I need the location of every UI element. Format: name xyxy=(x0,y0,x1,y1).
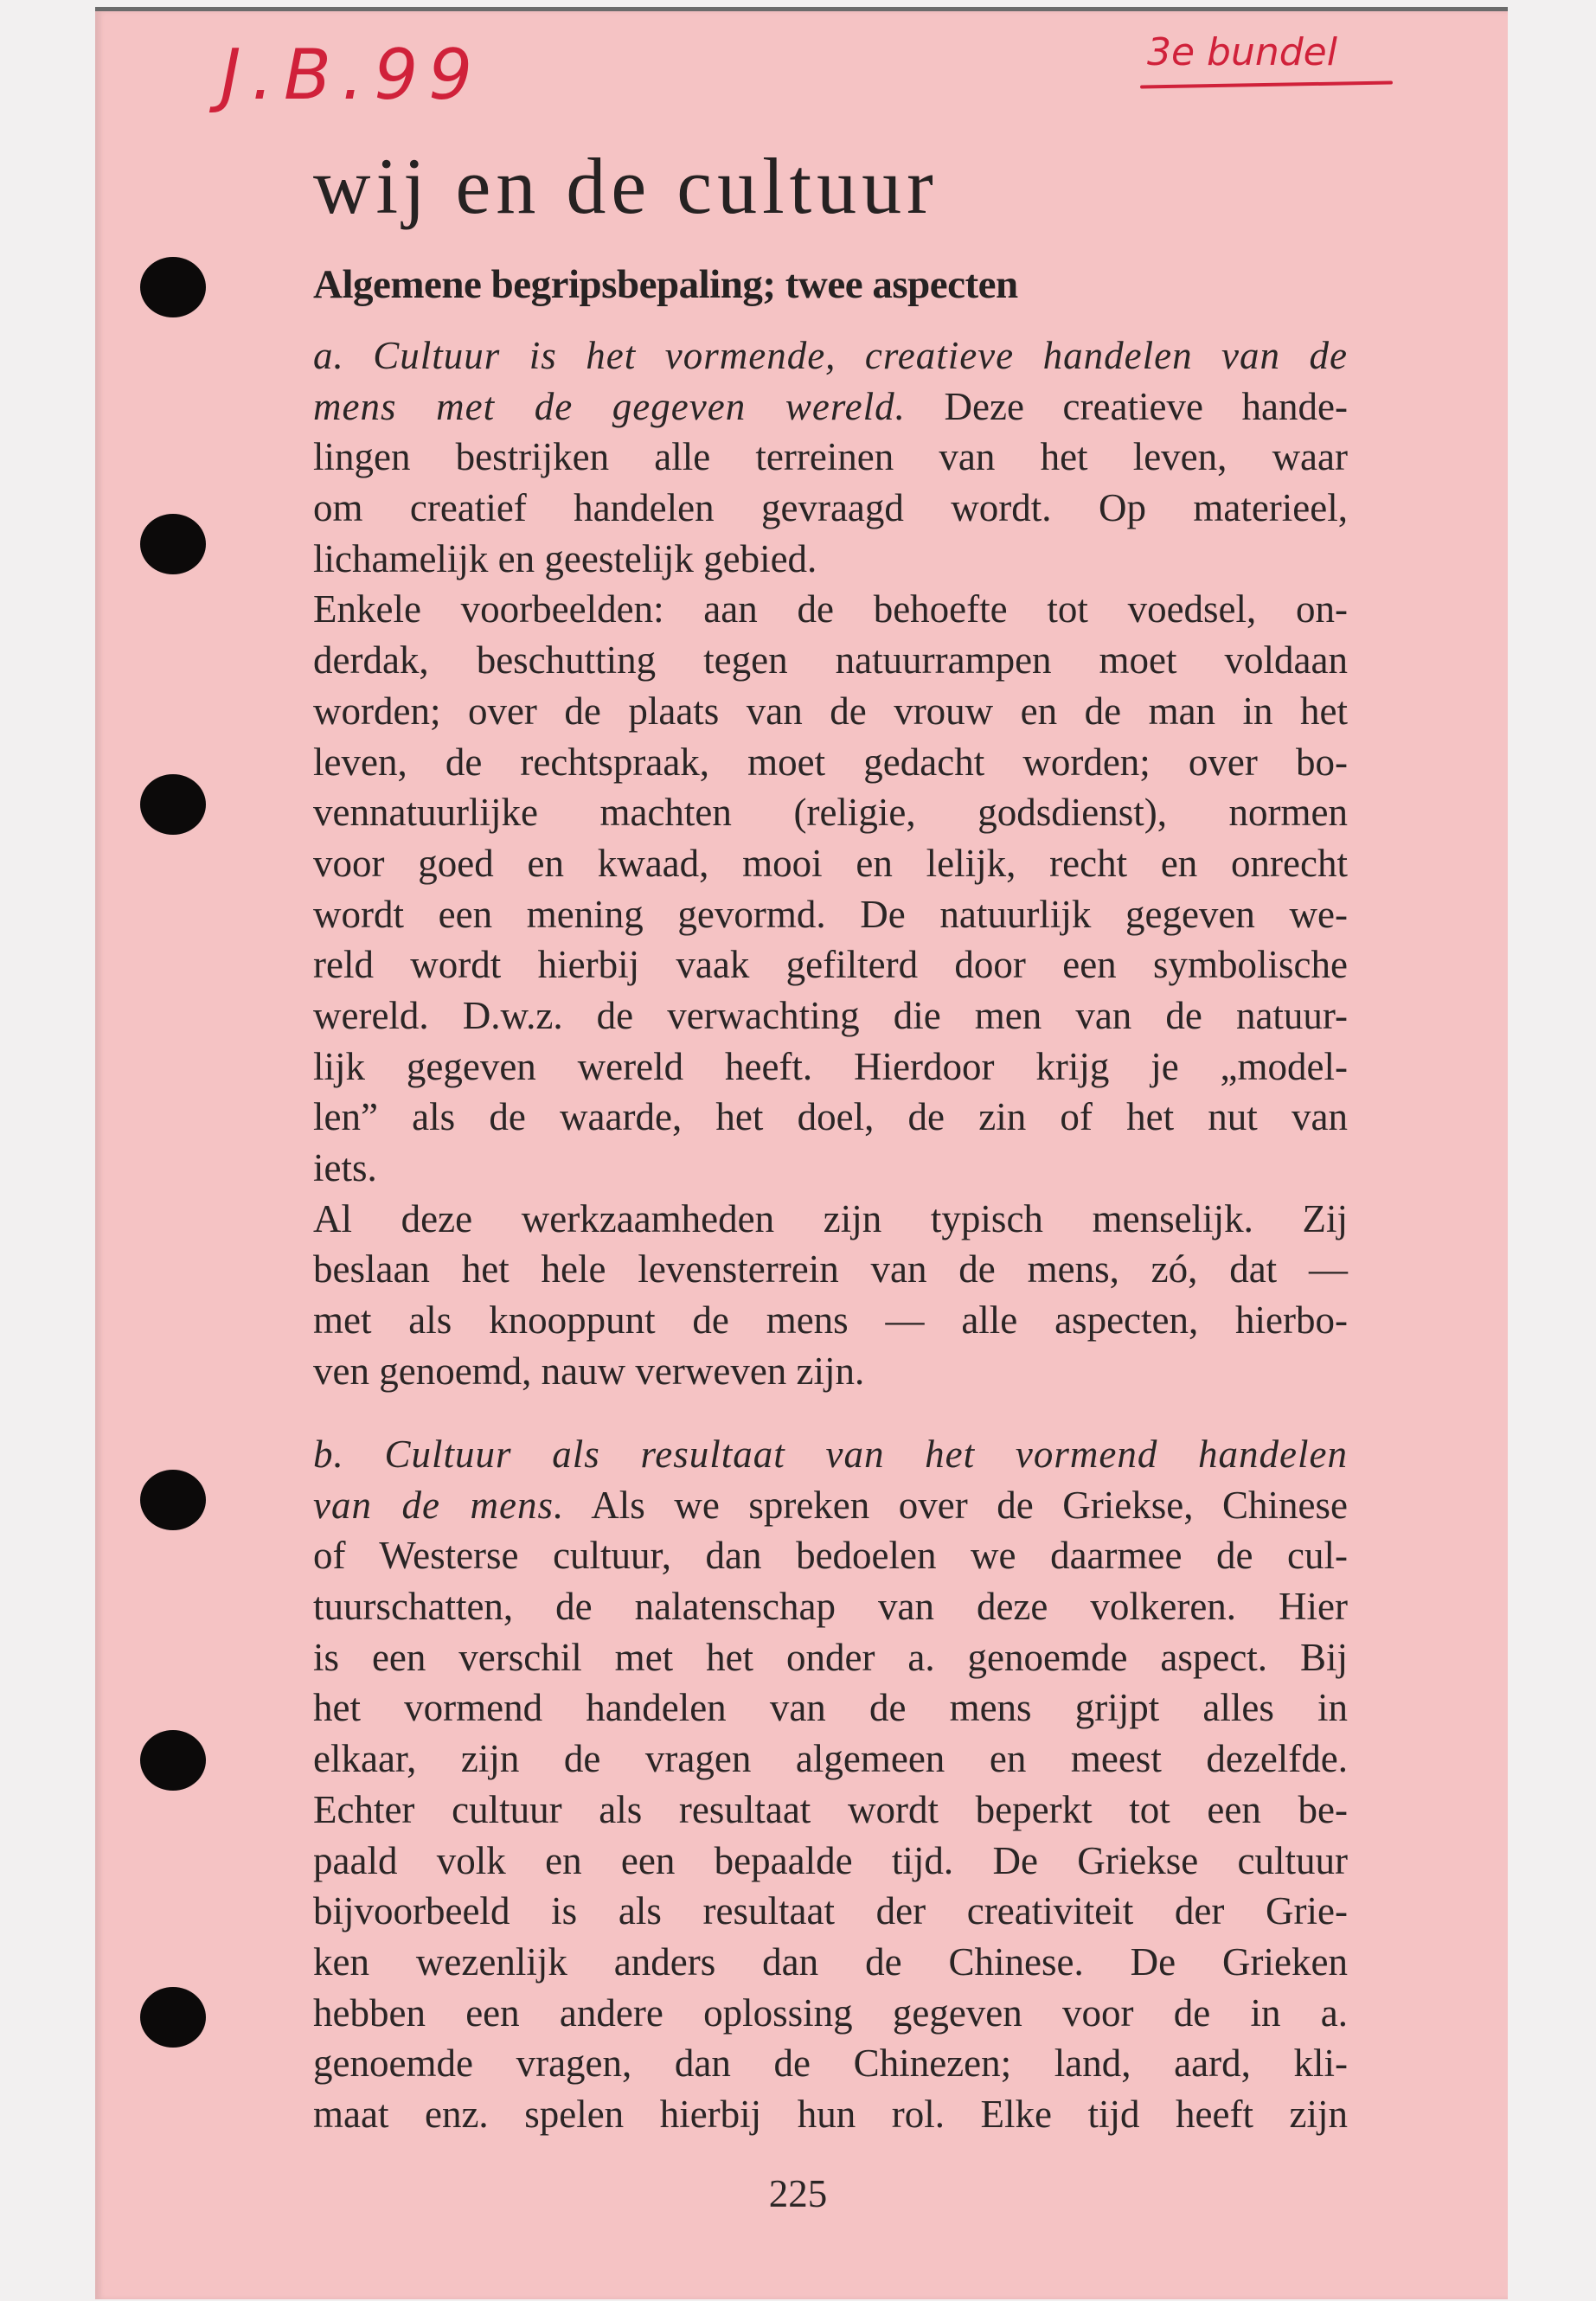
punch-hole xyxy=(140,1987,206,2048)
body-text: leven, de rechtspraak, moet gedacht worden; over bo- xyxy=(313,740,1348,784)
text-line xyxy=(313,2089,1348,2140)
body-text: ven genoemd, nauw verweven zijn. xyxy=(313,1349,865,1393)
body-text: wereld. D.w.z. de verwachting die men van de natuur- xyxy=(313,993,1348,1037)
text-line xyxy=(313,1429,1348,1480)
text-line xyxy=(313,1937,1348,1988)
page-title: wij en de cultuur xyxy=(313,142,939,230)
text-line xyxy=(313,534,1348,585)
section-heading: Algemene begripsbepaling; twee aspecten xyxy=(313,262,1018,307)
body-text: Als we spreken over de Griekse, Chinese xyxy=(564,1483,1349,1527)
text-line xyxy=(313,1295,1348,1346)
text-line xyxy=(313,686,1348,737)
text-line xyxy=(313,381,1348,433)
text-line xyxy=(313,1143,1348,1194)
text-line xyxy=(313,584,1348,635)
body-text: het vormend handelen van de mens grijpt alles in xyxy=(313,1686,1348,1730)
punch-hole xyxy=(140,774,206,835)
body-text: lingen bestrijken alle terreinen van het leven, waar xyxy=(313,435,1348,479)
body-text: tuurschatten, de nalatenschap van deze volkeren. Hier xyxy=(313,1585,1348,1629)
paragraph-a xyxy=(313,330,1348,1396)
italic-text: b. Cultuur als resultaat van het vormend handelen xyxy=(313,1433,1348,1476)
punch-hole xyxy=(140,257,206,317)
punch-hole xyxy=(140,514,206,574)
text-line xyxy=(313,838,1348,889)
text-line xyxy=(313,1092,1348,1143)
text-line xyxy=(313,1785,1348,1836)
text-line xyxy=(313,1988,1348,2039)
body-text: genoemde vragen, dan de Chinezen; land, aard, kli- xyxy=(313,2041,1348,2086)
handwritten-bundle-note: 3e bundel xyxy=(1147,30,1337,74)
text-line xyxy=(313,1480,1348,1531)
body-text: elkaar, zijn de vragen algemeen en meest dezelfde. xyxy=(313,1737,1348,1781)
body-text: maat enz. spelen hierbij hun rol. Elke tijd heeft zijn xyxy=(313,2092,1348,2136)
text-line xyxy=(313,1530,1348,1581)
paragraph-b xyxy=(313,1429,1348,2140)
body-text: Enkele voorbeelden: aan de behoefte tot voedsel, on- xyxy=(313,587,1348,631)
handwritten-reference: J.B.99 xyxy=(221,35,484,115)
text-line xyxy=(313,990,1348,1042)
body-text: paald volk en een bepaalde tijd. De Griekse cultuur xyxy=(313,1838,1348,1882)
body-text: len” als de waarde, het doel, de zin of het nut van xyxy=(313,1095,1348,1139)
text-line xyxy=(313,1244,1348,1295)
body-text: is een verschil met het onder a. genoemde aspect. Bij xyxy=(313,1635,1348,1679)
text-line xyxy=(313,1734,1348,1785)
body-text: Deze creatieve hande- xyxy=(905,384,1348,428)
text-line xyxy=(313,635,1348,686)
body-text: hebben een andere oplossing gegeven voor de in a. xyxy=(313,1990,1348,2035)
text-line xyxy=(313,1682,1348,1734)
body-text: wordt een mening gevormd. De natuurlijk gegeven we- xyxy=(313,892,1348,936)
text-line xyxy=(313,432,1348,483)
body-text: lichamelijk en geestelijk gebied. xyxy=(313,536,817,580)
body-text: ken wezenlijk anders dan de Chinese. De Grieken xyxy=(313,1939,1348,1984)
text-line xyxy=(313,787,1348,838)
text-line xyxy=(313,1836,1348,1887)
body-text: of Westerse cultuur, dan bedoelen we daarmee de cul- xyxy=(313,1534,1348,1578)
text-line xyxy=(313,939,1348,990)
text-line xyxy=(313,330,1348,381)
body-text: om creatief handelen gevraagd wordt. Op materieel, xyxy=(313,486,1348,530)
italic-text: a. Cultuur is het vormende, creatieve handelen van de xyxy=(313,334,1348,377)
italic-text: mens met de gegeven wereld. xyxy=(313,384,906,428)
italic-text: van de mens. xyxy=(313,1483,565,1527)
text-line xyxy=(313,1581,1348,1632)
body-text: vennatuurlijke machten (religie, godsdienst), normen xyxy=(313,791,1348,835)
punch-hole xyxy=(140,1470,206,1530)
text-line xyxy=(313,1886,1348,1937)
body-text: Echter cultuur als resultaat wordt beperkt tot een be- xyxy=(313,1787,1348,1831)
text-line xyxy=(313,1346,1348,1397)
body-text: bijvoorbeeld is als resultaat der creativiteit der Grie- xyxy=(313,1889,1348,1933)
text-line xyxy=(313,737,1348,788)
body-text: worden; over de plaats van de vrouw en de man in het xyxy=(313,689,1348,733)
body-text: lijk gegeven wereld heeft. Hierdoor krijg je „model- xyxy=(313,1044,1348,1088)
body-text: derdak, beschutting tegen natuurrampen moet voldaan xyxy=(313,638,1348,683)
text-line xyxy=(313,2038,1348,2089)
body-text: reld wordt hierbij vaak gefilterd door een symbolische xyxy=(313,943,1348,987)
text-line xyxy=(313,1632,1348,1683)
body-text: Al deze werkzaamheden zijn typisch menselijk. Zij xyxy=(313,1196,1348,1240)
body-text: beslaan het hele levensterrein van de mens, zó, dat — xyxy=(313,1247,1348,1292)
text-line xyxy=(313,1042,1348,1093)
body-text: met als knooppunt de mens — alle aspecten, hierbo- xyxy=(313,1298,1348,1343)
body-text: iets. xyxy=(313,1146,377,1189)
punch-hole xyxy=(140,1730,206,1791)
text-line xyxy=(313,889,1348,940)
text-line xyxy=(313,483,1348,534)
text-line xyxy=(313,1194,1348,1245)
page-number: 225 xyxy=(768,2172,828,2215)
body-text: voor goed en kwaad, mooi en lelijk, recht en onrecht xyxy=(313,841,1348,885)
